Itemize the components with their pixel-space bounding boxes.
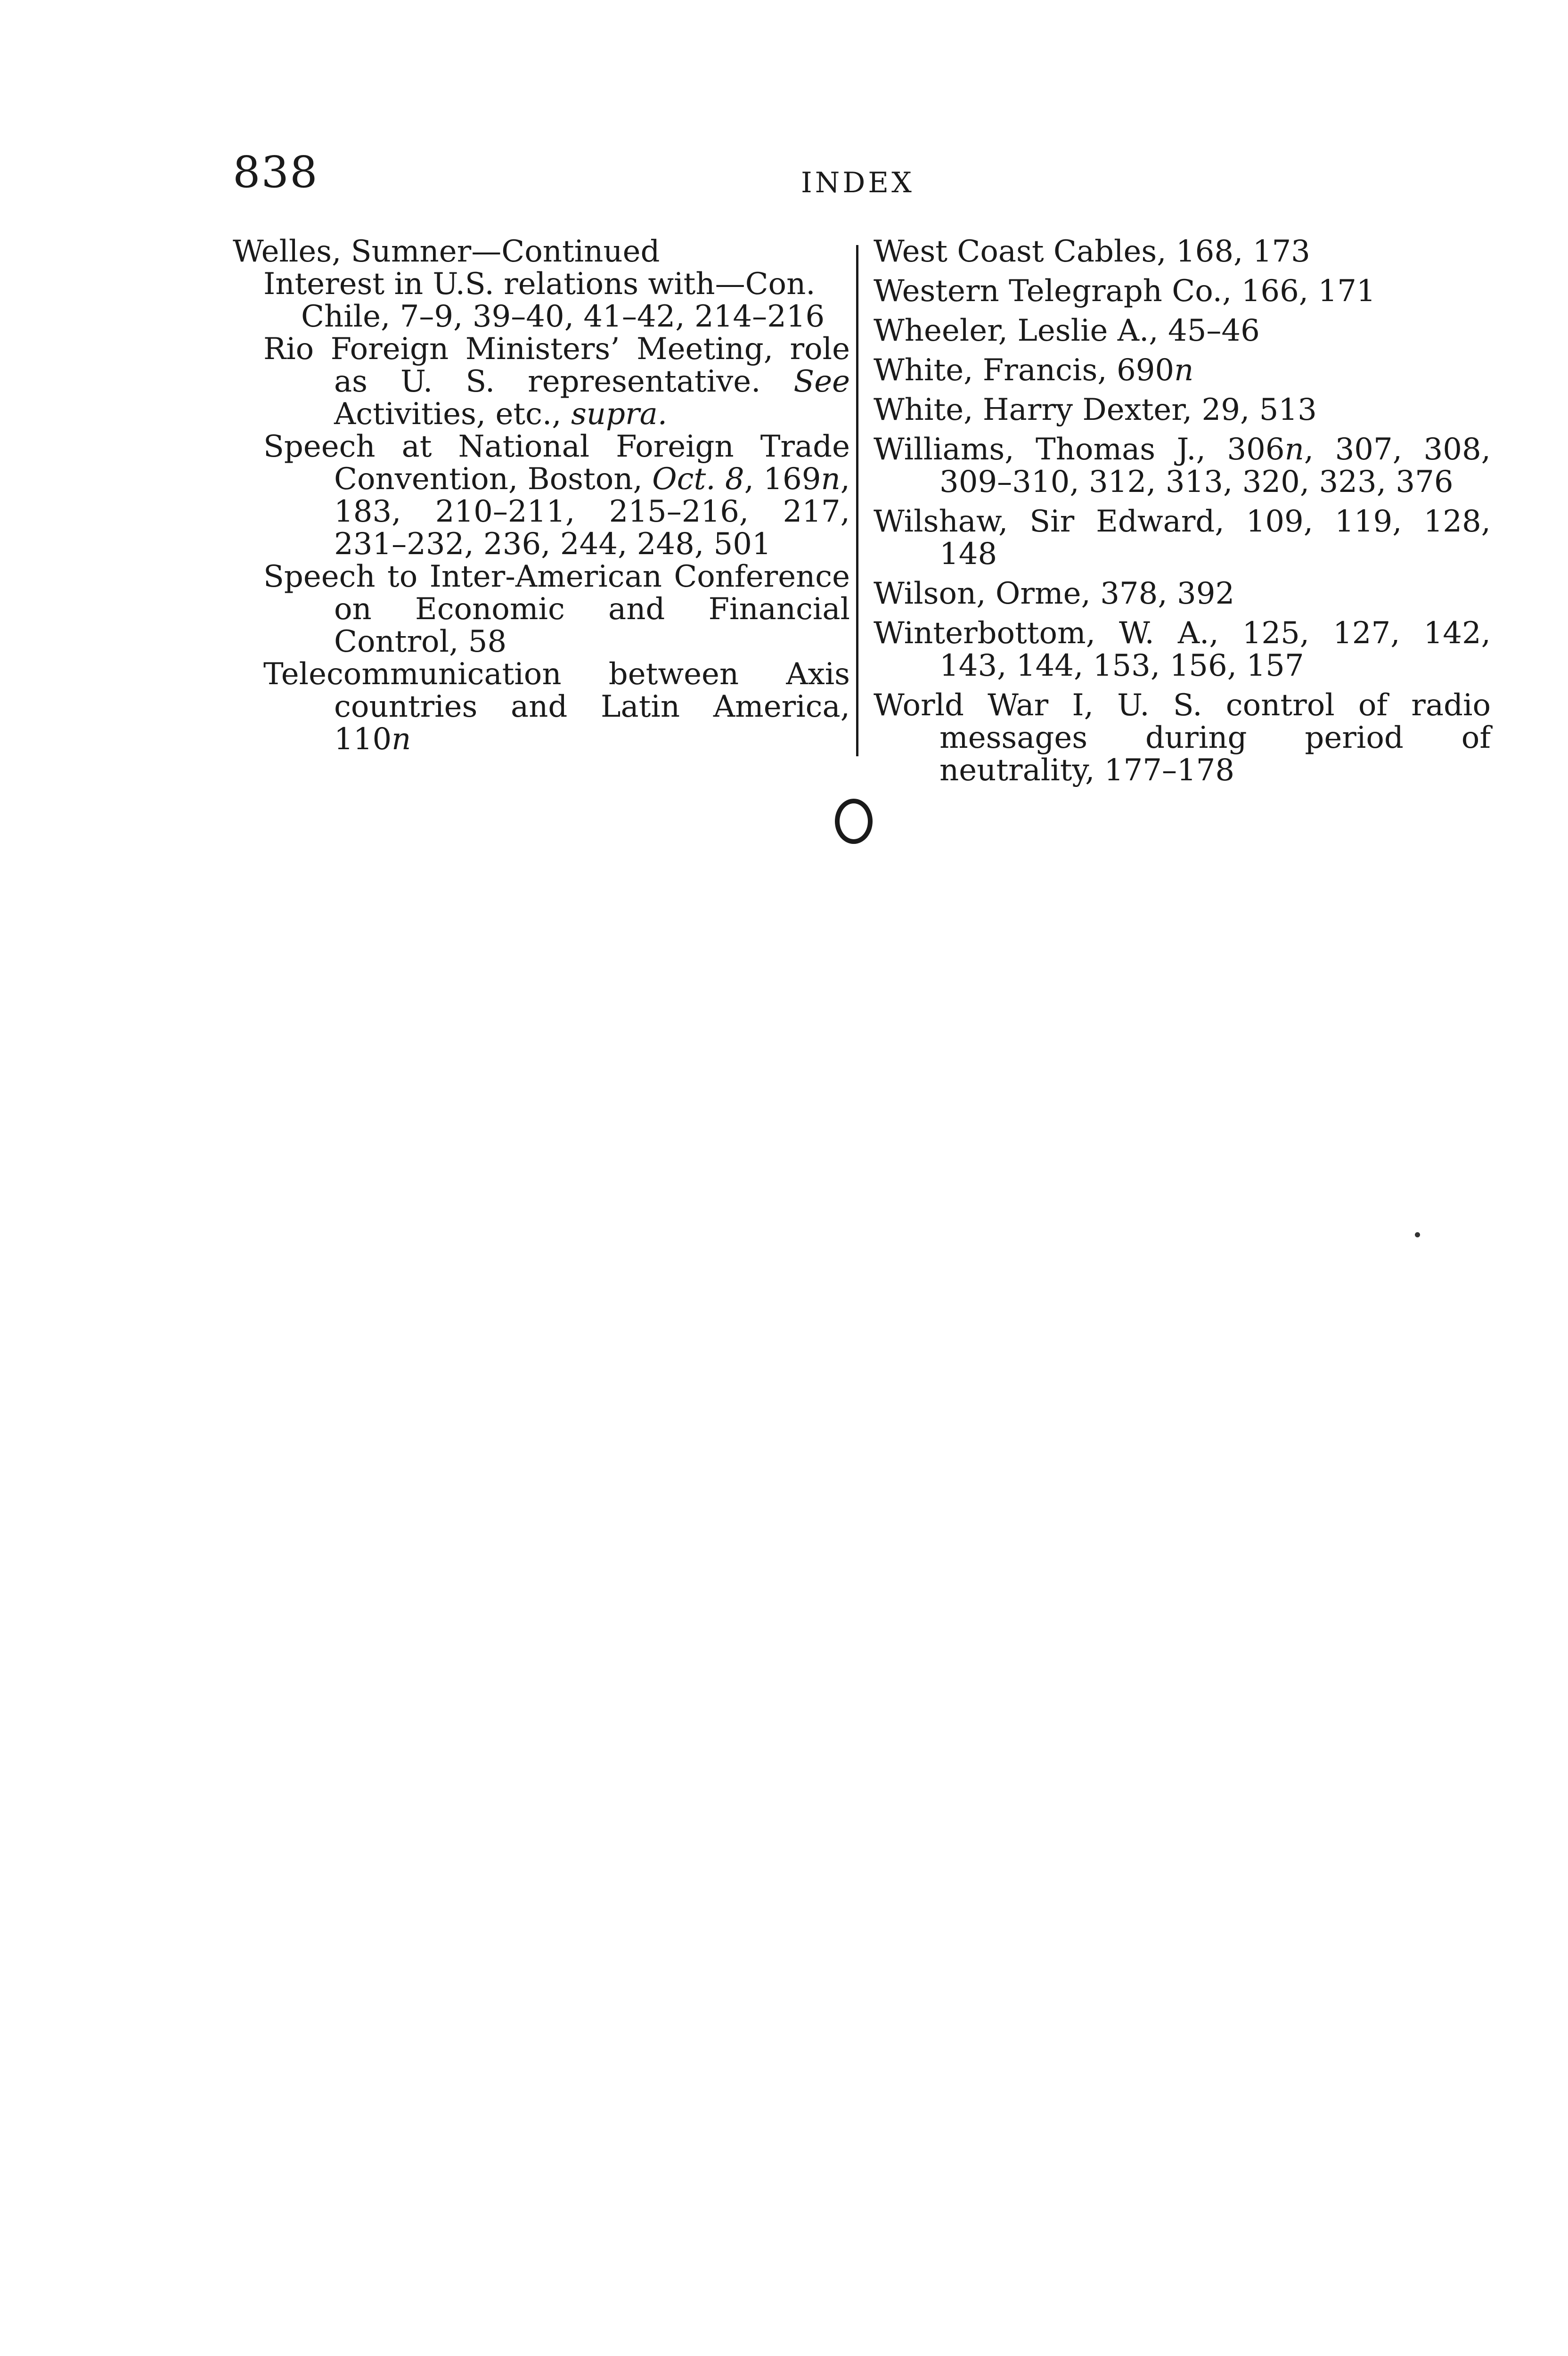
index-subentry-telecommunication xyxy=(233,658,850,756)
index-entry-welles: Welles, Sumner—Continued xyxy=(233,234,660,269)
index-entry-western-telegraph: Western Telegraph Co., 166, 171 xyxy=(874,274,1376,309)
index-entry-white-francis xyxy=(874,354,1491,387)
entry-text: Telecommunication between Axis countries and Latin America, 110 xyxy=(263,657,850,757)
index-entry-winterbottom: Winterbottom, W. A., 125, 127, 142, 143, 144, 153, 156, 157 xyxy=(874,616,1491,683)
entry-text: White, Francis, 690 xyxy=(874,353,1175,388)
entry-text: Williams, Thomas J., 306 xyxy=(874,432,1285,467)
index-column-right xyxy=(874,236,1491,794)
stray-ink-dot xyxy=(1415,1232,1420,1237)
running-head: INDEX xyxy=(801,166,915,199)
index-subentry-chile: Chile, 7–9, 39–40, 41–42, 214–216 xyxy=(301,299,825,334)
index-entry-williams xyxy=(874,434,1491,499)
supra-reference: supra. xyxy=(571,397,668,432)
page-number: 838 xyxy=(233,147,318,197)
date-reference: Oct. 8 xyxy=(652,462,744,497)
index-subentry-interest: Interest in U.S. relations with—Con. xyxy=(263,267,816,302)
entry-text: Activities, etc., xyxy=(334,397,571,432)
footnote-marker: n xyxy=(821,462,841,497)
index-entry-west-coast-cables: West Coast Cables, 168, 173 xyxy=(874,234,1310,269)
entry-text: , 307, 308, 309–310, 312, 313, 320, 323, 376 xyxy=(939,432,1491,499)
footnote-marker: n xyxy=(1284,432,1304,467)
index-subentry-speech-conference: Speech to Inter-American Conference on Economic and Financial Control, 58 xyxy=(263,559,850,659)
entry-text: , 169 xyxy=(744,462,821,497)
index-entry-wilson: Wilson, Orme, 378, 392 xyxy=(874,576,1235,611)
index-entry-white-harry: White, Harry Dexter, 29, 513 xyxy=(874,393,1317,427)
entry-text: Speech at National Foreign Trade Convention, Boston, xyxy=(263,429,850,497)
see-reference: See xyxy=(793,364,850,399)
index-entry-wilshaw: Wilshaw, Sir Edward, 109, 119, 128, 148 xyxy=(874,504,1491,572)
footnote-marker: n xyxy=(392,722,411,757)
entry-text: Rio Foreign Ministers’ Meeting, role as U. S. representative. xyxy=(263,332,850,399)
index-column-left xyxy=(233,236,850,756)
end-of-section-mark xyxy=(835,799,873,844)
entry-text: , 183, 210–211, 215–216, 217, 231–232, 236, 244, 248, 501 xyxy=(334,462,850,562)
index-entry-world-war: World War I, U. S. control of radio messages during period of neutrality, 177–178 xyxy=(874,688,1491,788)
column-divider xyxy=(856,245,858,756)
index-entry-wheeler: Wheeler, Leslie A., 45–46 xyxy=(874,313,1260,348)
index-subentry-speech-trade-convention xyxy=(233,431,850,561)
index-subentry-rio-meeting xyxy=(233,333,850,431)
footnote-marker: n xyxy=(1174,353,1194,388)
